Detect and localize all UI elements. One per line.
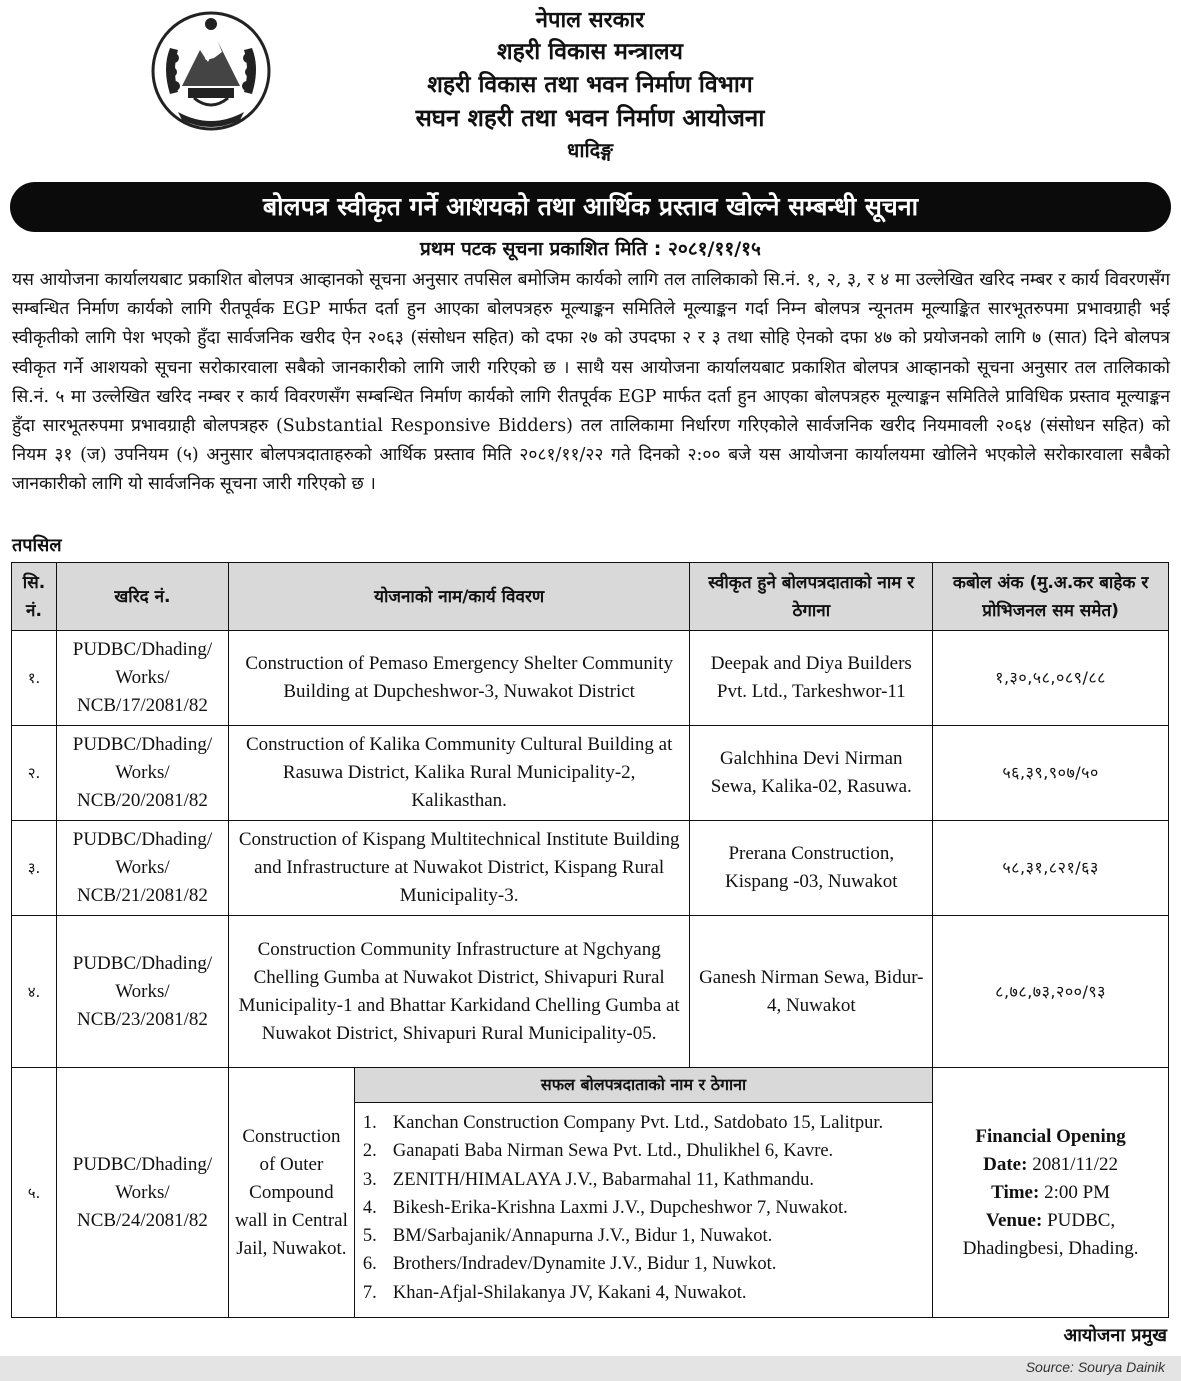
header-project: सघन शहरी तथा भवन निर्माण आयोजना <box>415 104 765 132</box>
successful-bidders-list <box>355 1103 932 1311</box>
cell-bidder: Galchhina Devi Nirman Sewa, Kalika-02, Rasuwa. <box>690 726 933 821</box>
time-value: 2:00 PM <box>1044 1181 1111 1203</box>
list-item: 3. ZENITH/HIMALAYA J.V., Babarmahal 11, Kathmandu. <box>362 1169 815 1190</box>
date-label: Date: <box>983 1153 1028 1175</box>
successful-bidders-cell <box>354 1068 932 1318</box>
list-item: 6. Brothers/Indradev/Dynamite J.V., Bidur 1, Nuwkot. <box>362 1254 777 1275</box>
cell-procurement-no: PUDBC/Dhading/ Works/ NCB/20/2081/82 <box>56 726 228 821</box>
list-item: 5. BM/Sarbajanik/Annapurna J.V., Bidur 1, Nuwakot. <box>362 1226 773 1247</box>
venue-value: PUDBC, Dhadingbesi, Dhading. <box>962 1209 1139 1259</box>
cell-amount: १,३०,५८,०८९/८८ <box>933 631 1169 726</box>
header-procurement-no: खरिद नं. <box>56 563 228 631</box>
source-bar <box>0 1356 1181 1381</box>
cell-description: Construction of Kalika Community Cultural Building at Rasuwa District, Kalika Rural Municipality-2, Kalikasthan. <box>228 726 689 821</box>
cell-bidder: Deepak and Diya Builders Pvt. Ltd., Tarkeshwor-11 <box>690 631 933 726</box>
cell-amount: ५६,३९,९०७/५० <box>933 726 1169 821</box>
source-credit: Source: Sourya Dainik <box>1025 1359 1165 1375</box>
table-row <box>12 821 1169 916</box>
schedule-label: तपसिल <box>12 535 62 556</box>
cell-sn: ५. <box>12 1068 57 1318</box>
cell-description: Construction of Pemaso Emergency Shelter Community Building at Dupcheshwor-3, Nuwakot District <box>228 631 689 726</box>
cell-amount: ५८,३१,८२१/६३ <box>933 821 1169 916</box>
financial-opening-cell <box>933 1068 1169 1318</box>
header-country: नेपाल सरकार <box>535 8 645 33</box>
list-item: 2. Ganapati Baba Nirman Sewa Pvt. Ltd., Dhulikhel 6, Kavre. <box>362 1141 834 1162</box>
cell-bidder: Ganesh Nirman Sewa, Bidur-4, Nuwakot <box>690 916 933 1068</box>
successful-bidders-title: सफल बोलपत्रदाताको नाम र ठेगाना <box>355 1068 932 1103</box>
cell-procurement-no: PUDBC/Dhading/ Works/ NCB/21/2081/82 <box>56 821 228 916</box>
cell-sn: २. <box>12 726 57 821</box>
header-sn: सि. नं. <box>12 563 57 631</box>
date-value: 2081/11/22 <box>1032 1153 1119 1175</box>
time-label: Time: <box>991 1181 1040 1203</box>
cell-sn: ४. <box>12 916 57 1068</box>
list-item: 1. Kanchan Construction Company Pvt. Ltd., Satdobato 15, Lalitpur. <box>362 1113 884 1133</box>
header-location: धादिङ्ग <box>567 138 613 162</box>
table-row <box>12 631 1169 726</box>
financial-opening-title: Financial Opening <box>975 1125 1126 1147</box>
cell-procurement-no: PUDBC/Dhading/ Works/ NCB/17/2081/82 <box>56 631 228 726</box>
table-row <box>12 726 1169 821</box>
header-amount: कबोल अंक (मु.अ.कर बाहेक र प्रोभिजनल सम समेत) <box>933 563 1169 631</box>
cell-amount: ८,७८,७३,२००/९३ <box>933 916 1169 1068</box>
table-row <box>12 1068 1169 1318</box>
cell-bidder: Prerana Construction, Kispang -03, Nuwakot <box>690 821 933 916</box>
venue-label: Venue: <box>986 1209 1043 1231</box>
nepal-government-emblem-icon <box>148 8 274 134</box>
signatory-title: आयोजना प्रमुख <box>1063 1325 1167 1346</box>
notice-body-text: यस आयोजना कार्यालयबाट प्रकाशित बोलपत्र आव्हानको सूचना अनुसार तपसिल बमोजिम कार्यको लागि तल तालिकाको सि.नं. १, २, ३, र ४ मा उल्लेखित खरिद नम्बर र कार्य विवरणसँग सम्बन्धित निर्माण कार्यको लागि रीतपूर्वक EGP मार्फत दर्ता हुन आएका बोलपत्रहरु मूल्याङ्कन समितिले मूल्याङ्कन गर्दा निम्न बोलपत्र न्यूनतम मूल्याङ्कित सारभूतरुपमा प्रभावग्राही भई स्वीकृतीको लागि पेश भएको हुँदा सार्वजनिक खरीद ऐन २०६३ (संसोधन सहित) को दफा २७ को उपदफा २ र ३ तथा सोहि ऐनको दफा ४७ को प्रयोजनको लागि ७ (सात) दिने बोलपत्र स्वीकृत गर्ने आशयको सूचना सरोकारवाला सबैको जानकारीको लागि जारी गरिएको छ । साथै यस आयोजना कार्यालयबाट प्रकाशित बोलपत्र आव्हानको सूचना अनुसार तल तालिकाको सि.नं. ५ मा उल्लेखित खरिद नम्बर र कार्य विवरणसँग सम्बन्धित निर्माण कार्यको लागि रीतपूर्वक EGP मार्फत दर्ता हुन आएका बोलपत्रहरु मूल्याङ्कन समितिले प्राविधिक प्रस्ताव मूल्याङ्कन हुँदा सारभूतरुपमा प्रभावग्राही बोलपत्रहरु (Substantial Responsive Bidders) तल तालिकामा निर्धारण गरिएकोले सार्वजनिक खरीद नियमावली २०६४ (संसोधन सहित) को नियम ३१ (ज) उपनियम (५) अनुसार बोलपत्रदाताहरुको आर्थिक प्रस्ताव मिति २०८१/११/२२ गते दिनको २:०० बजे यस आयोजना कार्यालयमा खोलिने भएकोले सरोकारवाला सबैको जानकारीको लागि यो सार्वजनिक सूचना जारी गरिएको छ । <box>12 270 1170 495</box>
header-bidder: स्वीकृत हुने बोलपत्रदाताको नाम र ठेगाना <box>690 563 933 631</box>
cell-procurement-no: PUDBC/Dhading/ Works/ NCB/24/2081/82 <box>56 1068 228 1318</box>
table-row <box>12 916 1169 1068</box>
header-ministry: शहरी विकास मन्त्रालय <box>497 39 683 65</box>
table-header-row <box>12 563 1169 631</box>
list-item: 7. Khan-Afjal-Shilakanya JV, Kakani 4, Nuwakot. <box>362 1282 747 1303</box>
publication-date: प्रथम पटक सूचना प्रकाशित मिति : २०८१/११/१५ <box>420 238 761 260</box>
header-description: योजनाको नाम/कार्य विवरण <box>228 563 689 631</box>
cell-description: Construction of Outer Compound wall in Central Jail, Nuwakot. <box>228 1068 354 1318</box>
header-department: शहरी विकास तथा भवन निर्माण विभाग <box>427 72 753 98</box>
contracts-table <box>11 562 1169 1318</box>
list-item: 4. Bikesh-Erika-Krishna Laxmi J.V., Dupcheshwor 7, Nuwakot. <box>362 1197 848 1218</box>
cell-description: Construction Community Infrastructure at Ngchyang Chelling Gumba at Nuwakot District, Shivapuri Rural Municipality-1 and Bhattar Karkidand Chelling Gumba at Nuwakot District, Shivapuri Rural Municipality-05. <box>228 916 689 1068</box>
cell-sn: १. <box>12 631 57 726</box>
cell-procurement-no: PUDBC/Dhading/ Works/ NCB/23/2081/82 <box>56 916 228 1068</box>
cell-description: Construction of Kispang Multitechnical Institute Building and Infrastructure at Nuwakot District, Kispang Rural Municipality-3. <box>228 821 689 916</box>
notice-title-banner: बोलपत्र स्वीकृत गर्ने आशयको तथा आर्थिक प्रस्ताव खोल्ने सम्बन्धी सूचना <box>10 182 1171 232</box>
cell-sn: ३. <box>12 821 57 916</box>
